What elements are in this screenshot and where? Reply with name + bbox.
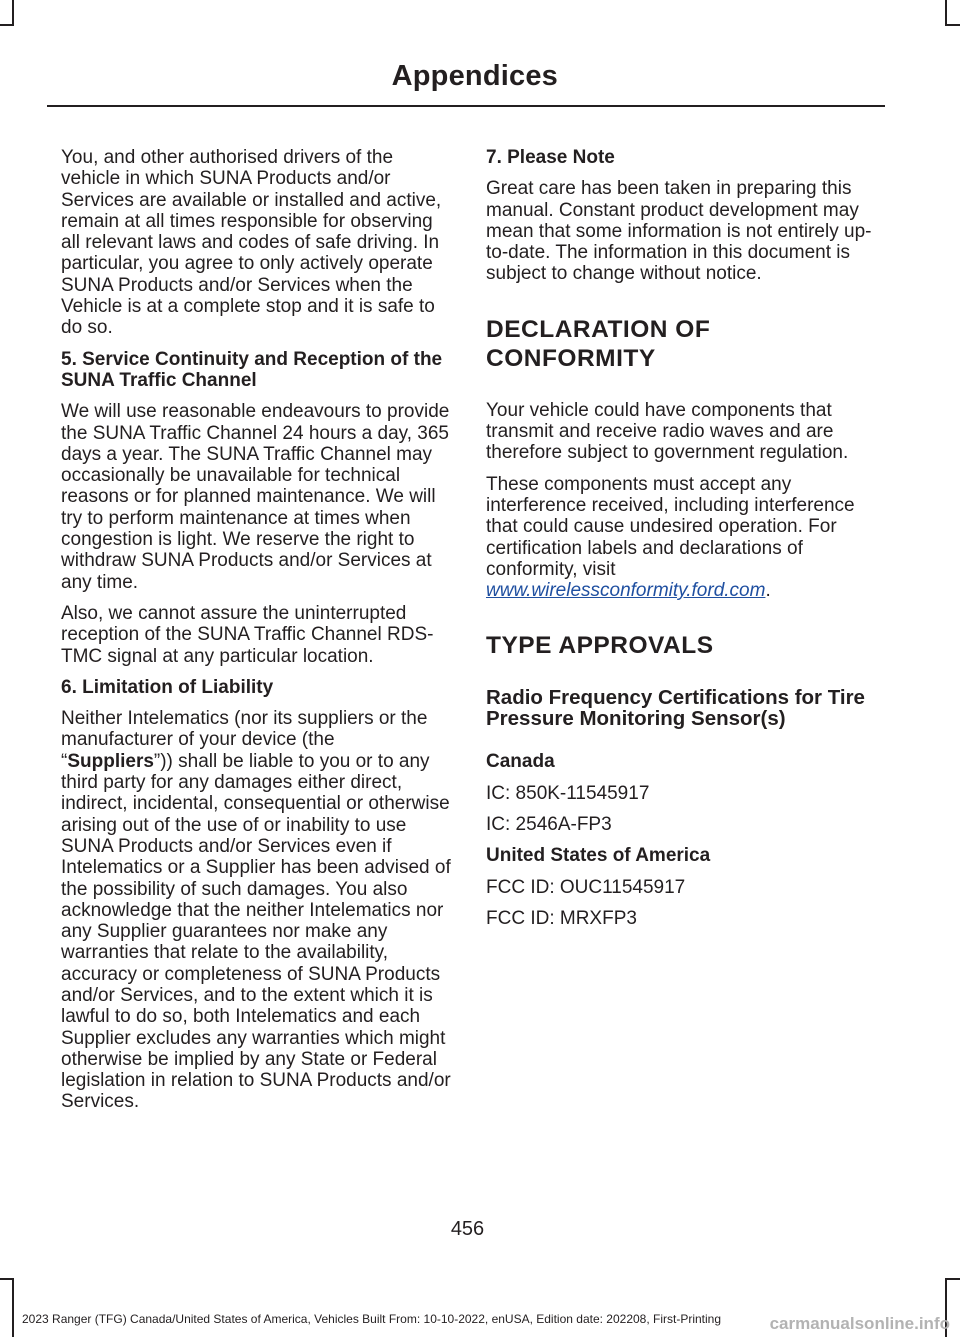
crop-mark: [12, 0, 14, 26]
wireless-conformity-link[interactable]: www.wirelessconformity.ford.com: [486, 580, 766, 602]
paragraph-reception: Also, we cannot assure the uninterrupted reception of the SUNA Traffic Channel RDS-TMC signal at any particular location.: [61, 602, 434, 667]
heading-please-note: 7. Please Note: [486, 147, 615, 168]
crop-mark: [945, 1278, 960, 1280]
suppliers-term: Suppliers: [67, 750, 154, 772]
header-divider: [47, 105, 885, 107]
liability-text-rest: ”)) shall be liable to you or to any third party for any damages either direct, indirect, incidental, consequential or otherwise arising out of the use of or inability to use SUNA Products and/or Services even if Intelematics or a Supplier has been advised of the possibility of such damages. You also acknowledge that the neither Intelematics nor any Supplier guarantees nor make any warranties that relate to the availability, accuracy or completeness of SUNA Products and/or Services, and to the extent which it is lawful to do so, both Intelematics and each Supplier excludes any warranties which might otherwise be implied by any State or Federal legislation in relation to SUNA Products and/or Services.: [61, 750, 451, 1113]
edition-footer: 2023 Ranger (TFG) Canada/United States of America, Vehicles Built From: 10-10-2022, enUSA, Edition date: 202208, First-Printing: [22, 1312, 722, 1326]
paragraph-interference: [486, 474, 884, 602]
liability-text-start: Neither Intelematics (nor its suppliers or the manufacturer of your device (the “: [61, 708, 428, 772]
section-heading-declaration: DECLARATION OF CONFORMITY: [486, 315, 711, 373]
usa-fcc-id: FCC ID: OUC11545917: [486, 876, 686, 898]
crop-mark: [0, 1278, 14, 1280]
page-title: Appendices: [391, 60, 558, 92]
heading-service-continuity: 5. Service Continuity and Reception of the SUNA Traffic Channel: [61, 348, 443, 391]
left-column: [61, 147, 451, 1123]
paragraph-liability: [61, 708, 451, 1113]
canada-ic-id: IC: 2546A-FP3: [486, 814, 612, 836]
usa-fcc-id: FCC ID: MRXFP3: [486, 907, 637, 929]
crop-mark: [12, 1278, 14, 1337]
heading-radio-frequency-certifications: Radio Frequency Certifications for Tire Pressure Monitoring Sensor(s): [486, 686, 865, 731]
heading-limitation-of-liability: 6. Limitation of Liability: [61, 676, 274, 698]
interference-text: These components must accept any interference received, including interference that could cause undesired operation. For certification labels and declarations of conformity, visit: [486, 473, 855, 580]
right-column: [486, 147, 884, 939]
paragraph-radio-waves: Your vehicle could have components that transmit and receive radio waves and are therefore subject to government regulation.: [486, 399, 849, 464]
paragraph-please-note: Great care has been taken in preparing this manual. Constant product development may mean that some information is not entirely up-to-date. The information in this document is subject to change without notice.: [486, 178, 872, 285]
label-united-states: United States of America: [486, 845, 711, 867]
paragraph-service-continuity: We will use reasonable endeavours to provide the SUNA Traffic Channel 24 hours a day, 365 days a year. The SUNA Traffic Channel may occasionally be unavailable for technical reasons or for planned maintenance. We will try to perform maintenance at times when congestion is light. We reserve the right to withdraw SUNA Products and/or Services at any time.: [61, 401, 450, 593]
label-canada: Canada: [486, 751, 555, 773]
watermark: carmanualsonline.info: [769, 1314, 950, 1333]
canada-ic-id: IC: 850K-11545917: [486, 782, 650, 804]
page-number: 456: [450, 1218, 485, 1240]
paragraph-driver-responsibility: You, and other authorised drivers of the vehicle in which SUNA Products and/or Services are available or installed and active, remain at all times responsible for observing all relevant laws and codes of safe driving. In particular, you agree to only actively operate SUNA Products and/or Services when the Vehicle is at a complete stop and it is safe to do so.: [61, 147, 442, 339]
link-suffix: .: [765, 580, 771, 602]
crop-mark: [945, 24, 960, 26]
section-heading-type-approvals: TYPE APPROVALS: [486, 632, 714, 660]
crop-mark: [0, 24, 14, 26]
crop-mark: [945, 0, 947, 26]
